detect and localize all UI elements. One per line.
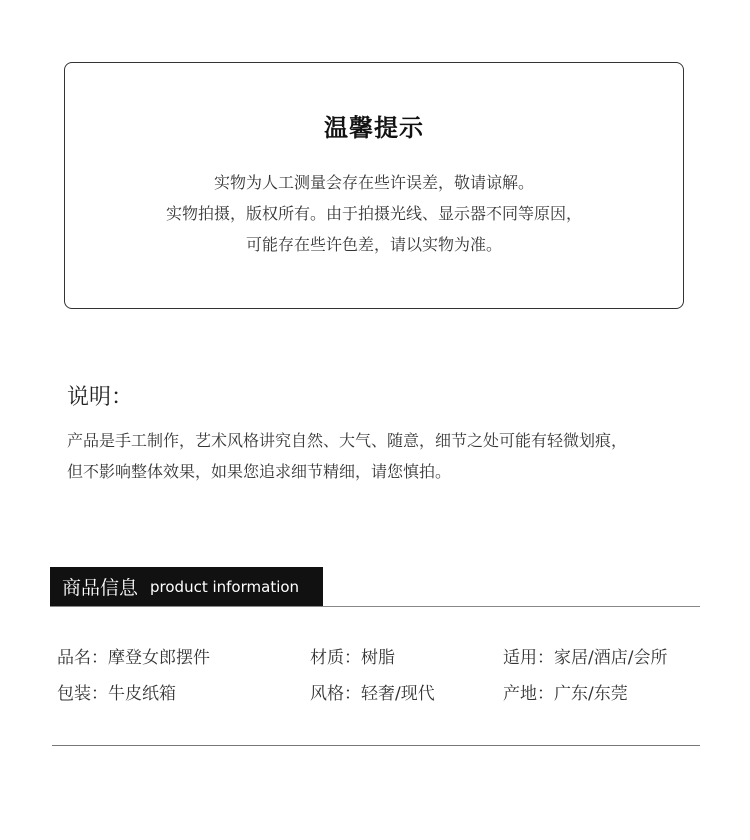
notice-title: 温馨提示 (324, 114, 424, 142)
description-line: 产品是手工制作，艺术风格讲究自然、大气、随意，细节之处可能有轻微划痕， (67, 431, 628, 450)
product-info-tag (50, 567, 323, 606)
spec-style: 风格：轻奢/现代 (310, 684, 435, 704)
product-info-tag-en: product information (150, 577, 300, 596)
notice-line: 实物为人工测量会存在些许误差，敬请谅解。 (213, 173, 534, 192)
notice-line: 可能存在些许色差，请以实物为准。 (245, 235, 502, 254)
spec-material: 材质：树脂 (310, 648, 395, 668)
spec-packaging: 包装：牛皮纸箱 (57, 684, 176, 704)
spec-origin: 产地：广东/东莞 (503, 684, 628, 704)
description-line: 但不影响整体效果，如果您追求细节精细，请您慎拍。 (67, 462, 452, 481)
notice-text (65, 167, 683, 260)
notice-box (64, 62, 684, 309)
spec-product-name: 品名：摩登女郎摆件 (57, 648, 210, 668)
spec-row (57, 682, 707, 718)
description-section (67, 380, 707, 487)
description-title: 说明： (67, 385, 134, 410)
spec-row (57, 646, 707, 682)
spec-usage: 适用：家居/酒店/会所 (503, 648, 668, 668)
product-info-header (50, 567, 700, 607)
bottom-divider (52, 745, 700, 746)
product-info-tag-cn: 商品信息 (62, 577, 139, 599)
notice-line: 实物拍摄，版权所有。由于拍摄光线、显示器不同等原因， (165, 204, 582, 223)
product-specs (57, 646, 707, 718)
header-divider (50, 606, 700, 607)
